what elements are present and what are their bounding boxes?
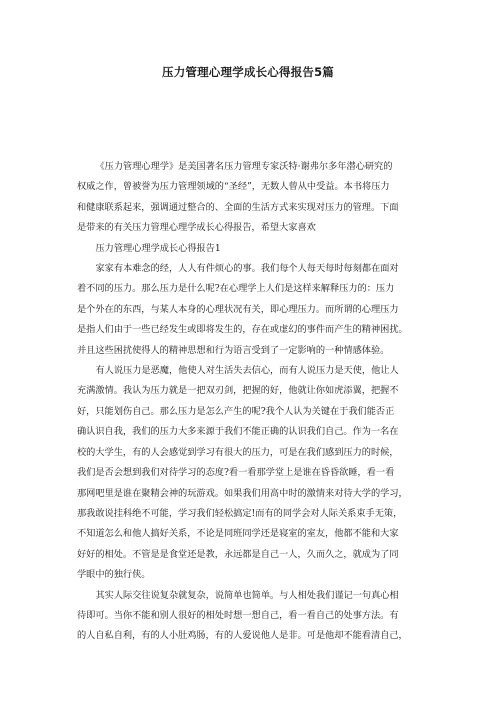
text-line: 其实人际交往说复杂就复杂，说简单也简单。与人相处我们谨记一句真心相	[95, 589, 399, 601]
text-line: 是指人们由于一些已经发生或即将发生的，存在或虚幻的事件而产生的精神困扰。	[77, 324, 408, 336]
text-line: 那网吧里是谁在聚精会神的玩游戏。如果我们用高中时的激情来对待大学的学习，	[77, 487, 408, 499]
text-line: 好，只能划伤自己。那么压力是怎么产生的呢?我个人认为关键在于我们能否正	[77, 405, 395, 417]
text-line: 校的大学生，有的人会感觉到学习有很大的压力，可是在我们感到压力的时候，	[77, 446, 399, 458]
paragraph	[77, 586, 425, 647]
text-line: 是带来的有关压力管理心理学成长心得报告，希望大家喜欢	[77, 222, 316, 234]
text-line: 充满激情。我认为压力就是一把双刃剑，把握的好，他就让你如虎添翼，把握不	[77, 385, 399, 397]
text-line: 好好的相处。不管是是食堂还是教，永远都是自己一人，久而久之，就成为了同	[77, 548, 399, 560]
page-title: 压力管理心理学成长心得报告5篇	[162, 65, 334, 79]
text-line: 和健康联系起来，强调通过整合的、全面的生活方式来实现对压力的管理。下面	[77, 201, 399, 213]
text-line: 并且这些困扰使得人的精神思想和行为语言受到了一定影响的一种情感体验。	[77, 344, 390, 356]
text-line: 待即可。当你不能和别人很好的相处时想一想自己，看一看自己的处事方法。有	[77, 609, 399, 621]
paragraph	[77, 361, 425, 585]
text-line: 那我敢说挂科绝不可能，学习我们轻松搞定!而有的同学会对人际关系束手无策，	[77, 507, 403, 519]
paragraph	[77, 259, 425, 361]
text-line: 家家有本难念的经，人人有件烦心的事。我们每个人每天每时每刻都在面对	[95, 263, 399, 275]
text-line: 我们是否会想到我们对待学习的态度?看一看那学堂上是谁在昏昏欲睡，看一看	[77, 467, 395, 479]
paragraph	[77, 157, 425, 239]
text-line: 《压力管理心理学》是美国著名压力管理专家沃特·谢弗尔多年潜心研究的	[95, 161, 393, 172]
text-line: 确认识自我，我们的压力大多来源于我们不能正确的认识我们自己。作为一名在	[77, 426, 399, 438]
text-line: 不知道怎么和他人搞好关系，不论是同班同学还是寝室的室友，他都不能和大家	[77, 528, 399, 540]
text-line: 学眼中的独行侠。	[77, 569, 151, 581]
text-line: 着不同的压力。那么压力是什么呢?在心理学上人们是这样来解释压力的：压力	[77, 283, 395, 295]
text-line: 的人自私自利，有的人小肚鸡肠，有的人爱说他人是非。可是他却不能看清自己，	[77, 630, 408, 642]
document-body	[77, 157, 425, 647]
text-line: 权威之作，曾被誉为压力管理领域的“圣经”，无数人曾从中受益。本书将压力	[77, 181, 390, 193]
text-line: 有人说压力是恶魔，他使人对生活失去信心，而有人说压力是天使，他让人	[95, 365, 399, 377]
text-line: 压力管理心理学成长心得报告1	[95, 242, 221, 254]
text-line: 是个外在的东西，与某人本身的心理状况有关，即心理压力。而所谓的心理压力	[77, 303, 399, 315]
paragraph	[77, 239, 425, 259]
